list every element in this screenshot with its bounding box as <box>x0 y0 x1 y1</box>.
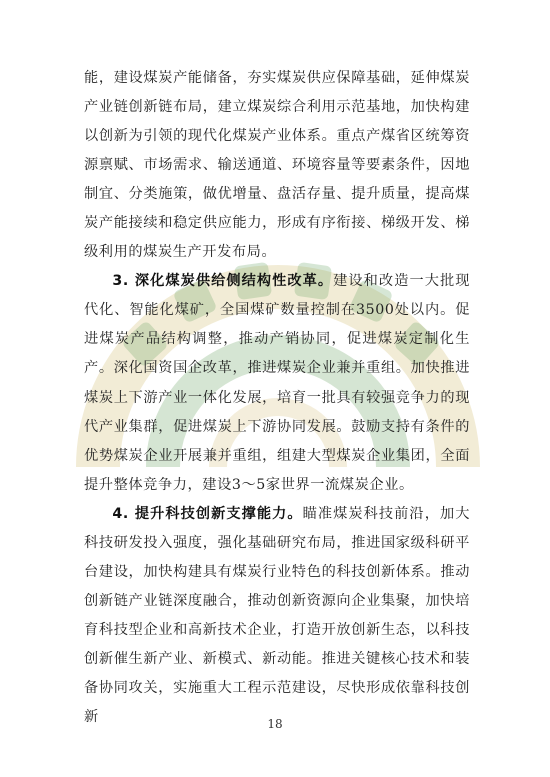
section-heading: 4. 提升科技创新支撑能力。 <box>112 505 303 522</box>
section-heading: 3. 深化煤炭供给侧结构性改革。 <box>112 273 334 290</box>
paragraph-text: 瞄准煤炭科技前沿，加大科技研发投入强度，强化基础研究布局，推进国家级科研平台建设，加快构建具有煤炭行业特色的科技创新体系。推动创新链产业链深度融合，推动创新资源向企业集聚，加快培育科技型企业和高新技术企业，打造开放创新生态，以科技创新催生新产业、新模式、新动能。推进关键核心技术和装备协同攻关，实施重大工程示范建设，尽快形成依靠科技创新 <box>84 505 470 726</box>
paragraph-section-3 <box>84 267 470 499</box>
document-body <box>84 64 470 732</box>
page-number: 18 <box>267 717 283 731</box>
paragraph-continued <box>84 64 470 267</box>
paragraph-text: 建设和改造一大批现代化、智能化煤矿，全国煤矿数量控制在3500处以内。促进煤炭产品结构调整，推动产销协同，促进煤炭定制化生产。深化国资国企改革，推进煤炭企业兼并重组。加快推进煤炭上下游产业一体化发展，培育一批具有较强竞争力的现代产业集群，促进煤炭上下游协同发展。鼓励支持有条件的优势煤炭企业开展兼并重组，组建大型煤炭企业集团，全面提升整体竞争力，建设3～5家世界一流煤炭企业。 <box>84 273 470 493</box>
paragraph-text: 能，建设煤炭产能储备，夯实煤炭供应保障基础，延伸煤炭产业链创新链布局，建立煤炭综合利用示范基地，加快构建以创新为引领的现代化煤炭产业体系。重点产煤省区统筹资源禀赋、市场需求、输送通道、环境容量等要素条件，因地制宜、分类施策，做优增量、盘活存量、提升质量，提高煤炭产能接续和稳定供应能力，形成有序衔接、梯级开发、梯级利用的煤炭生产开发布局。 <box>84 70 470 261</box>
paragraph-section-4 <box>84 500 470 732</box>
